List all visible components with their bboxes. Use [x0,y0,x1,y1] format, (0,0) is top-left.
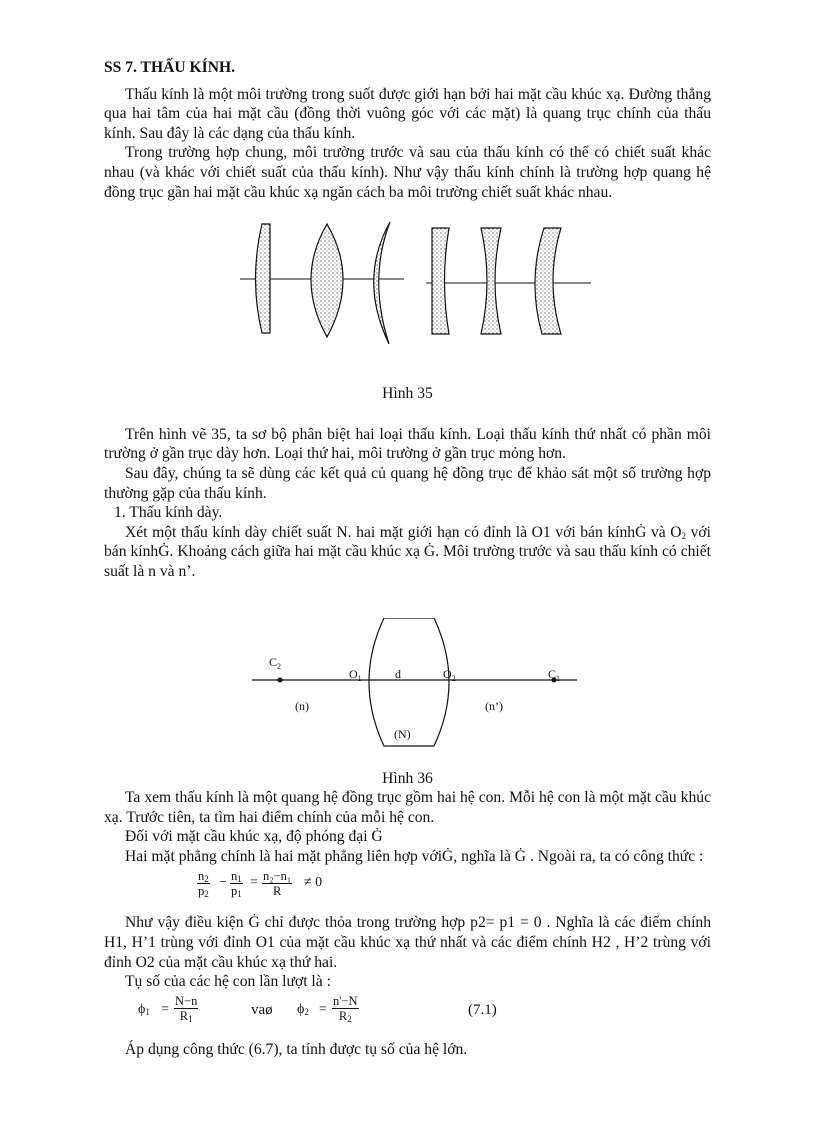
paragraph-apply-formula: Áp dụng công thức (6.7), ta tính được tụ số của hệ lớn. [125,1040,468,1058]
paragraph-coaxial-results: Sau đây, chúng ta sẽ dùng các kết quả củ quang hệ đồng trục để khảo sát một số trường hợp thường gặp của thấu kính. [104,464,711,502]
phi2-num: n'−N [333,993,358,1008]
f1-den-sub: 2 [204,889,209,900]
label-d: d [395,666,401,681]
label-c2-main: C [269,654,278,669]
figure-35-caption: Hình 35 [382,385,433,403]
label-c1 [548,667,560,683]
fraction-n2-p2 [197,869,210,898]
figure-36-caption: Hình 36 [382,769,433,787]
phi2-symbol: ϕ [297,1001,305,1017]
section-title: SS 7. THẤU KÍNH. [104,59,235,76]
label-o1-main: O [349,666,358,681]
phi1-den-sub: 1 [188,1013,193,1024]
paragraph-principal-points: Như vậy điều kiện Ġ chỉ được thỏa trong trường hợp p2= p1 = 0 . Nghĩa là các điểm chính H1, H’1 trùng với đỉnh O1 của mặt cầu khúc xạ thứ nhất và các điểm chính H2 , H’2 trùng với đỉnh O2 của mặt cầu khúc xạ thứ hai. [104,914,711,971]
lens-biconcave [481,228,501,334]
paragraph-lens-types: Trên hình vẽ 35, ta sơ bộ phân biệt hai loại thấu kính. Loại thấu kính thứ nhất có phần môi trường ở gần trục dày hơn. Loại thứ hai, môi trường ở gần trục mỏng hơn. [104,425,711,463]
phi2-den-sub: 2 [347,1013,352,1024]
label-o2-sub: 2 [451,673,456,683]
equation-number-7-1: (7.1) [468,1001,497,1018]
phi-1 [138,1002,150,1018]
equals-sign-2: = [319,1001,327,1017]
paragraph-general-case: Trong trường hợp chung, môi trường trước và sau của thấu kính có thể có chiết suất khác nhau (và khác với chiết suất của thấu kính). Như vậy thấu kính chính là trường hợp quang hệ đồng trục gần hai mặt cầu khúc xạ ngăn cách ba môi trường chiết suất khác nhau. [104,144,711,201]
label-medium-N: (N) [394,726,411,741]
lens-types-diagram [104,220,711,350]
f2-den-sub: 1 [237,889,242,900]
label-medium-n: (n) [295,698,309,713]
f1-den: p [198,884,205,899]
label-o2 [443,667,456,683]
f1-num-sub: 2 [204,874,209,885]
figure-35 [104,220,711,350]
paragraph-magnification: Đối với mặt cầu khúc xạ, độ phóng đại Ġ [125,828,383,846]
phi2-sub: 2 [304,1006,309,1017]
phi-2 [297,1002,309,1018]
f3-den: R [272,884,282,899]
conjunction-va: vaø [251,1001,273,1018]
paragraph-principal-planes: Hai mặt phẳng chính là hai mặt phẳng liên hợp vớiĠ, nghĩa là Ġ . Ngoài ra, ta có công thức : [125,847,704,865]
label-c2-sub: 2 [277,661,282,671]
thick-lens-text-a: Xét một thấu kính dày chiết suất N. hai mặt giới hạn có đỉnh là O1 với bán kínhĠ và O [125,523,682,541]
equals-sign: = [250,875,258,891]
phi1-den: R [179,1008,189,1023]
label-c1-sub: 1 [556,673,561,683]
fraction-N-minus-n-over-R1 [174,994,198,1023]
f2-den: p [231,884,238,899]
label-c2 [269,655,281,671]
fraction-n1-p1 [230,869,243,898]
f2-num: n [231,869,238,884]
phi1-symbol: ϕ [138,1001,146,1017]
lens-convex-meniscus [374,222,390,344]
label-o1-sub: 1 [357,673,362,683]
label-o1 [349,667,362,683]
lens-plano-convex [256,224,271,333]
phi1-sub: 1 [145,1006,150,1017]
lens-biconvex [311,224,343,337]
not-equal-zero: ≠ 0 [304,875,323,891]
paragraph-powers-intro: Tụ số của các hệ con lần lượt là : [125,973,331,991]
formula-7-1 [104,994,711,1036]
minus-sign: − [219,875,227,891]
label-c1-main: C [548,666,557,681]
center-c2-dot [278,677,283,682]
thick-lens-diagram [104,618,711,763]
fraction-nprime-minus-N-over-R2 [332,994,359,1023]
equals-sign-1: = [161,1001,169,1017]
f1-num: n [198,869,205,884]
f2-num-sub: 1 [237,874,242,885]
label-medium-n-prime: (n’) [485,698,503,713]
lens-concave-meniscus [535,228,561,334]
paragraph-thick-lens-setup [104,523,711,582]
subscript-2: 2 [681,530,687,541]
formula-refraction [104,869,711,913]
page [104,52,711,1059]
thick-lens-text-b: với bán kínhĠ. Khoảng cách giữa hai mặt cầu khúc xạ Ġ. Môi trường trước và sau thấu kính có chiết suất là n và n’. [104,523,711,580]
f3-num: n₂−n₁ [263,869,292,884]
phi1-num: N−n [175,993,198,1008]
lens-plano-concave [432,228,449,334]
label-o2-main: O [443,666,452,681]
paragraph-lens-definition: Thấu kính là một môi trường trong suốt được giới hạn bởi hai mặt cầu khúc xạ. Đường thẳng qua hai tâm của hai mặt cầu (đồng thời vuông góc với các mặt) là quang trục chính của thấu kính. Sau đây là các dạng của thấu kính. [104,85,711,142]
phi2-den: R [338,1008,348,1023]
fraction-n2-minus-n1-over-R [262,869,292,898]
subsection-thick-lens: 1. Thấu kính dày. [114,504,223,522]
figure-36 [104,618,711,763]
paragraph-two-subsystems: Ta xem thấu kính là một quang hệ đồng trục gồm hai hệ con. Mỗi hệ con là một mặt cầu khúc xạ. Trước tiên, ta tìm hai điểm chính của mỗi hệ con. [104,789,711,826]
